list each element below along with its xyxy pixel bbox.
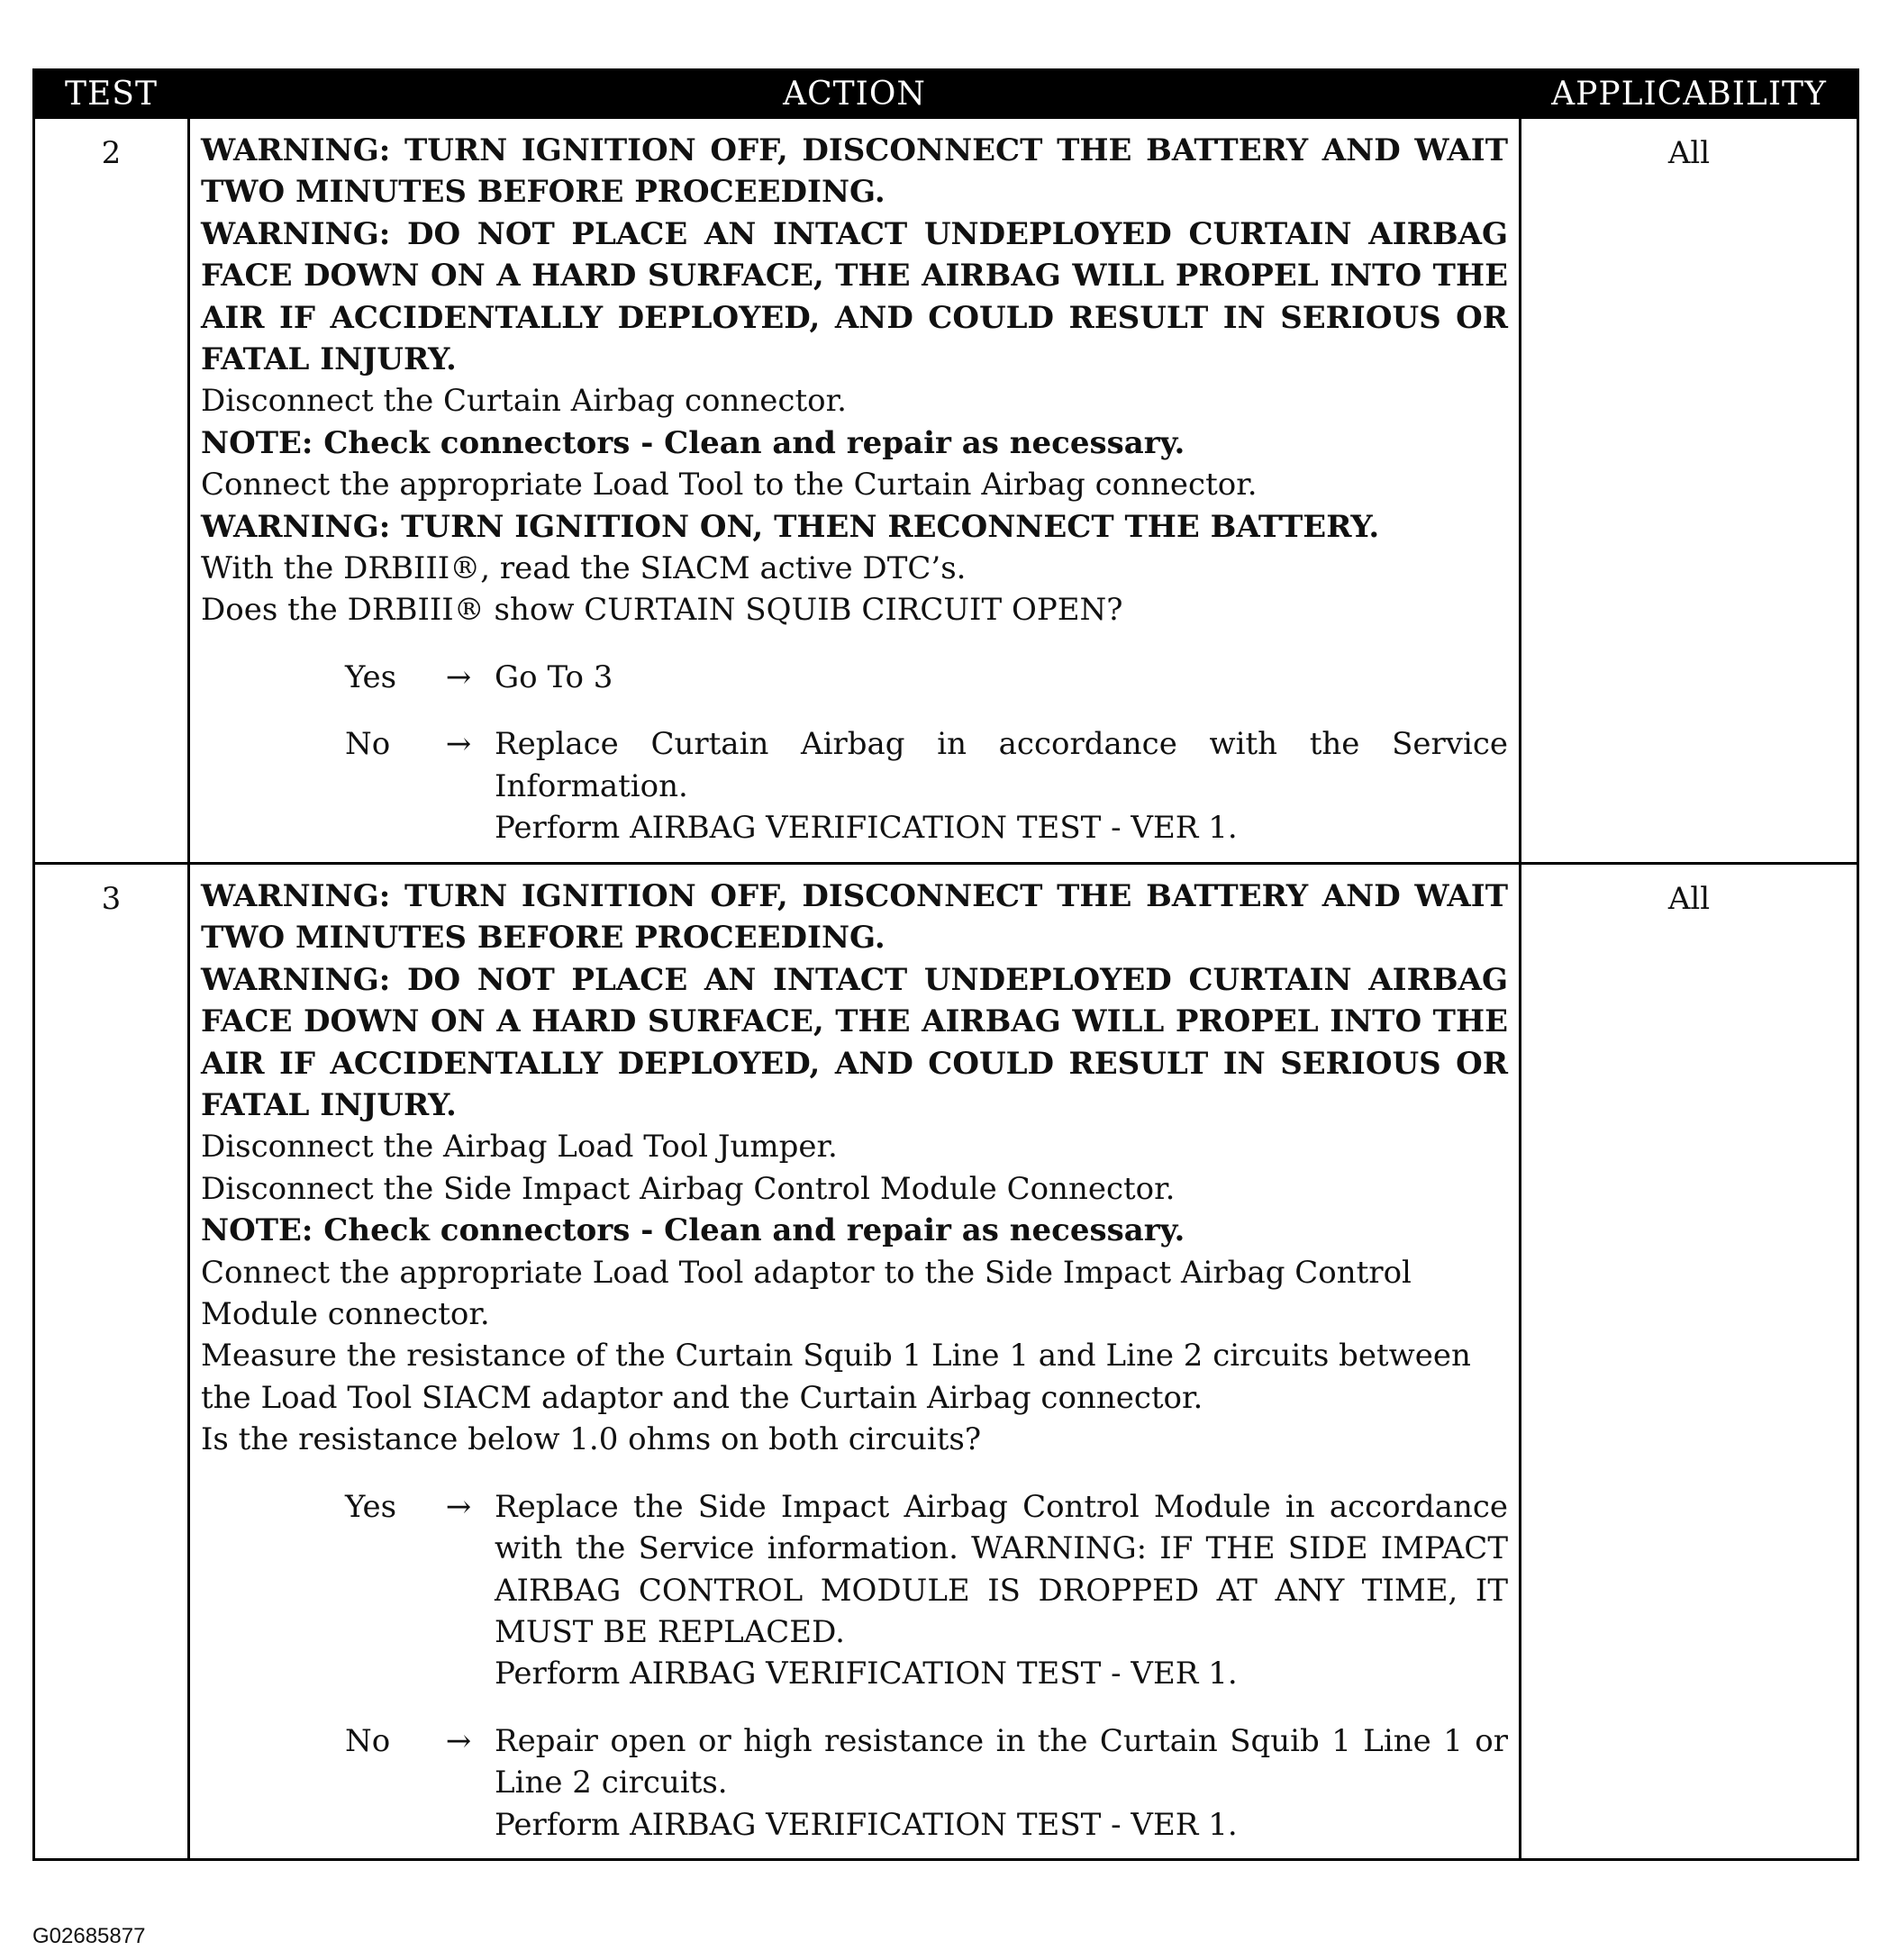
table-row <box>34 118 1858 864</box>
yes-perform-text: Perform AIRBAG VERIFICATION TEST - VER 1. <box>495 1656 1238 1692</box>
instruction-text: Disconnect the Airbag Load Tool Jumper. <box>201 1129 838 1166</box>
yes-action <box>495 657 1508 698</box>
warning-text: WARNING: TURN IGNITION OFF, DISCONNECT THE BATTERY AND WAIT TWO MINUTES BEFORE PROCEEDING. <box>201 878 1508 957</box>
arrow-right-icon: → <box>445 658 472 695</box>
instruction-text: Disconnect the Side Impact Airbag Control Module Connector. <box>201 1170 1176 1207</box>
arrow-right-icon: → <box>445 1722 472 1759</box>
applicability-value: All <box>1521 118 1858 864</box>
no-action-text: Repair open or high resistance in the Curtain Squib 1 Line 1 or Line 2 circuits. <box>495 1722 1508 1801</box>
no-response <box>201 723 1508 848</box>
instruction-text: Measure the resistance of the Curtain Squib 1 Line 1 and Line 2 circuits between the Load Tool SIACM adaptor and the Curtain Airbag connector. <box>201 1338 1471 1416</box>
question-text: Does the DRBIII® show CURTAIN SQUIB CIRCUIT OPEN? <box>201 592 1123 629</box>
header-action: ACTION <box>189 70 1521 118</box>
figure-id: G02685877 <box>32 1924 146 1948</box>
diagnostic-test-table <box>32 68 1859 1861</box>
yes-label: Yes <box>345 658 397 695</box>
warning-text: WARNING: DO NOT PLACE AN INTACT UNDEPLOYED CURTAIN AIRBAG FACE DOWN ON A HARD SURFACE, THE AIRBAG WILL PROPEL INTO THE AIR IF ACCIDENTALLY DEPLOYED, AND COULD RESULT IN SERIOUS OR FATAL INJURY. <box>201 215 1508 378</box>
action-cell <box>189 864 1521 1860</box>
test-number: 3 <box>34 864 189 1860</box>
yes-response <box>201 657 1508 698</box>
arrow-right-icon: → <box>445 726 472 763</box>
test-number: 2 <box>34 118 189 864</box>
note-text: NOTE: Check connectors - Clean and repair as necessary. <box>201 1212 1185 1249</box>
instruction-text: Disconnect the Curtain Airbag connector. <box>201 383 847 420</box>
warning-text: WARNING: TURN IGNITION ON, THEN RECONNECT THE BATTERY. <box>201 508 1380 545</box>
no-perform-text: Perform AIRBAG VERIFICATION TEST - VER 1. <box>495 810 1238 847</box>
no-label: No <box>345 1722 391 1759</box>
arrow-right-icon: → <box>445 1488 472 1525</box>
no-response <box>201 1720 1508 1846</box>
yes-label: Yes <box>345 1488 397 1525</box>
applicability-value: All <box>1521 864 1858 1860</box>
action-cell <box>189 118 1521 864</box>
no-action-text: Replace Curtain Airbag in accordance with the Service Information. <box>495 726 1508 804</box>
table-row <box>34 864 1858 1860</box>
warning-text: WARNING: TURN IGNITION OFF, DISCONNECT THE BATTERY AND WAIT TWO MINUTES BEFORE PROCEEDING. <box>201 132 1508 211</box>
no-label: No <box>345 726 391 763</box>
note-text: NOTE: Check connectors - Clean and repair as necessary. <box>201 424 1185 461</box>
question-text: Is the resistance below 1.0 ohms on both circuits? <box>201 1421 982 1458</box>
instruction-text: Connect the appropriate Load Tool adaptor to the Side Impact Airbag Control Module connector. <box>201 1254 1412 1333</box>
header-applicability: APPLICABILITY <box>1521 70 1858 118</box>
yes-response <box>201 1486 1508 1695</box>
yes-action <box>495 1486 1508 1695</box>
instruction-text: With the DRBIII®, read the SIACM active DTC’s. <box>201 550 967 587</box>
header-test: TEST <box>34 70 189 118</box>
no-perform-text: Perform AIRBAG VERIFICATION TEST - VER 1. <box>495 1806 1238 1843</box>
warning-text: WARNING: DO NOT PLACE AN INTACT UNDEPLOYED CURTAIN AIRBAG FACE DOWN ON A HARD SURFACE, THE AIRBAG WILL PROPEL INTO THE AIR IF ACCIDENTALLY DEPLOYED, AND COULD RESULT IN SERIOUS OR FATAL INJURY. <box>201 961 1508 1124</box>
yes-action-text: Go To 3 <box>495 658 613 695</box>
table-header-row <box>34 70 1858 118</box>
no-action <box>495 1720 1508 1846</box>
yes-action-text: Replace the Side Impact Airbag Control Module in accordance with the Service information. WARNING: IF THE SIDE IMPACT AIRBAG CONTROL MODULE IS DROPPED AT ANY TIME, IT MUST BE REPLACED. <box>495 1488 1508 1650</box>
no-action <box>495 723 1508 848</box>
instruction-text: Connect the appropriate Load Tool to the Curtain Airbag connector. <box>201 467 1258 504</box>
